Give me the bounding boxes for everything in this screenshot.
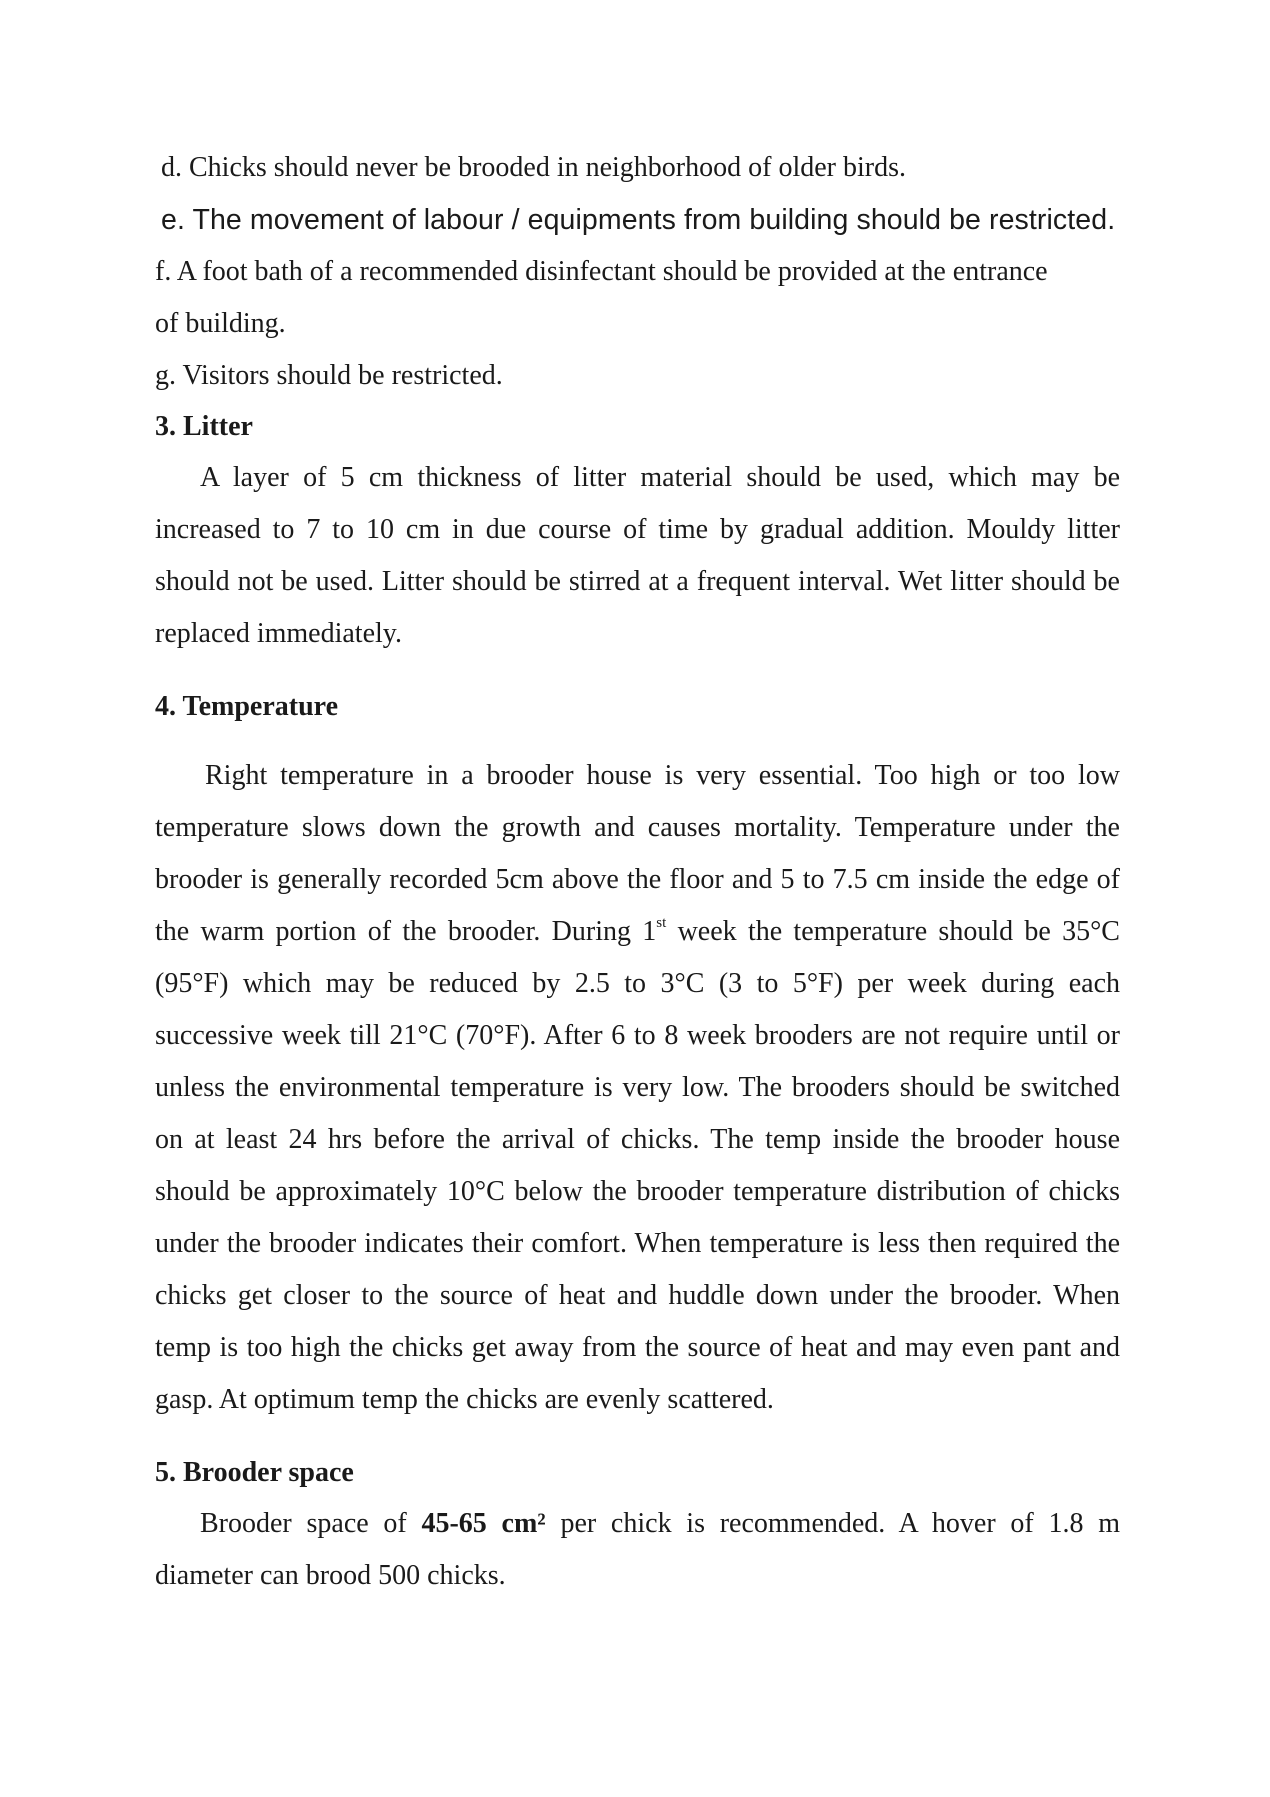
list-item-g: g. Visitors should be restricted. <box>155 360 503 391</box>
litter-paragraph: A layer of 5 cm thickness of litter material should be used, which may be increased to 7 to 10 cm in due course of time by gradual addition. Mouldy litter should not be used. Litter should be stirred at a frequent interval. Wet litter should be replaced immediately. <box>155 462 1120 649</box>
list-item-d: d. Chicks should never be brooded in neighborhood of older birds. <box>161 152 906 183</box>
list-item-e: e. The movement of labour / equipments from building should be restricted. <box>161 204 1116 236</box>
section-heading-litter: 3. Litter <box>155 411 253 442</box>
temperature-paragraph <box>155 750 1120 1426</box>
section-heading-brooder-space: 5. Brooder space <box>155 1457 354 1488</box>
list-item-f-line-1: f. A foot bath of a recommended disinfectant should be provided at the entrance <box>155 256 1048 287</box>
brooder-space-text-a: Brooder space of <box>200 1508 422 1539</box>
ordinal-suffix: st <box>656 915 667 931</box>
brooder-space-text-b: per chick is recommended. A hover of 1.8 m diameter can brood 500 chicks. <box>155 1508 1120 1591</box>
section-heading-temperature: 4. Temperature <box>155 691 339 722</box>
brooder-space-value: 45-65 cm² <box>421 1508 546 1539</box>
temperature-text-b: week the temperature should be 35°C (95°F) which may be reduced by 2.5 to 3°C (3 to 5°F) per week during each successive week till 21°C (70°F). After 6 to 8 week brooders are not require until or unless the environmental temperature is very low. The brooders should be switched on at least 24 hrs before the arrival of chicks. The temp inside the brooder house should be approximately 10°C below the brooder temperature distribution of chicks under the brooder indicates their comfort. When temperature is less then required the chicks get closer to the source of heat and huddle down under the brooder. When temp is too high the chicks get away from the source of heat and may even pant and gasp. At optimum temp the chicks are evenly scattered. <box>155 916 1120 1415</box>
document-page <box>155 142 1120 1602</box>
brooder-space-paragraph <box>155 1498 1120 1602</box>
temperature-text-a: Right temperature in a brooder house is very essential. Too high or too low temperature slows down the growth and causes mortality. Temperature under the brooder is generally recorded 5cm above the floor and 5 to 7.5 cm inside the edge of the warm portion of the brooder. During 1 <box>155 760 1120 947</box>
list-item-f-line-2: of building. <box>155 308 286 339</box>
